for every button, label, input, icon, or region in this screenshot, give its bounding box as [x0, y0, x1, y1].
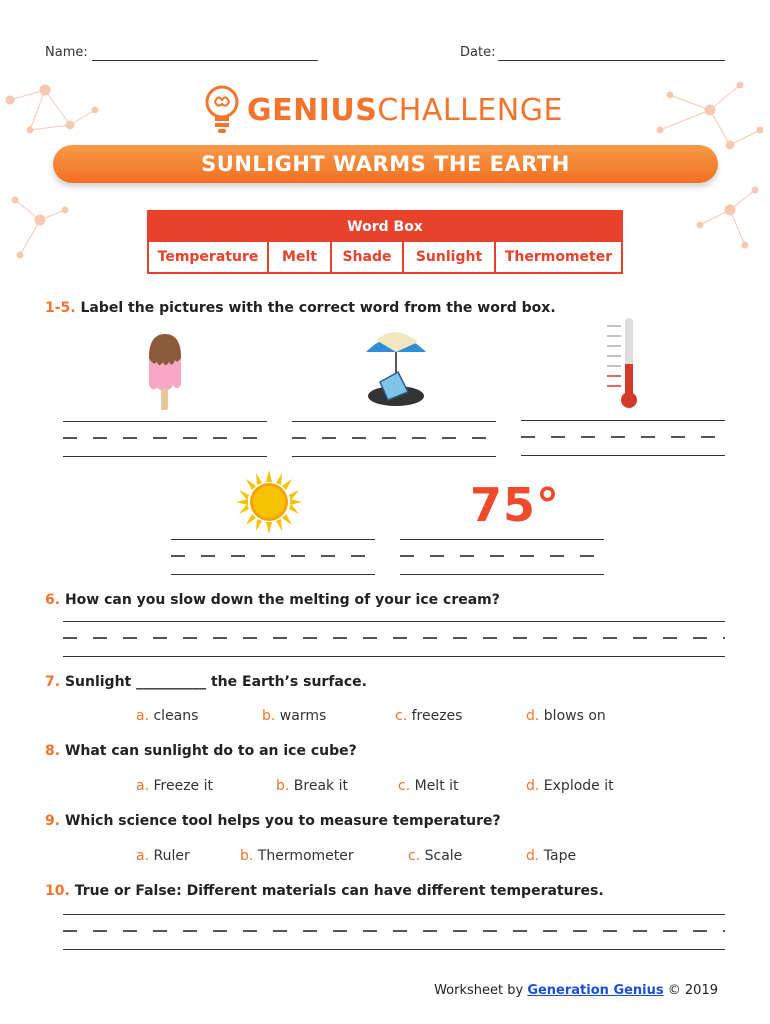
beach-umbrella-shade-image	[362, 330, 430, 410]
name-label: Name:	[45, 45, 88, 60]
answer-6-top-line[interactable]	[63, 621, 725, 622]
question-number: 6.	[45, 592, 61, 608]
question-text: True or False: Different materials can have different temperatures.	[74, 883, 604, 899]
option-letter: c.	[408, 848, 421, 864]
thermometer-image	[605, 316, 645, 410]
q8-option-c[interactable]	[398, 778, 459, 794]
question-1-5	[45, 300, 556, 316]
melting-ice-cream-image	[143, 330, 188, 412]
answer-2-bottom-line	[292, 456, 496, 457]
date-label: Date:	[460, 45, 496, 60]
footer-copyright: © 2019	[667, 983, 718, 998]
option-text: Thermometer	[257, 848, 354, 864]
question-6	[45, 592, 500, 608]
answer-4-bottom-line	[171, 574, 375, 575]
question-text-before: Sunlight	[64, 674, 132, 690]
option-text: Tape	[543, 848, 577, 864]
sun-image	[236, 470, 302, 534]
logo-challenge: CHALLENGE	[377, 92, 563, 128]
q7-option-b[interactable]	[262, 708, 326, 724]
option-letter: c.	[398, 778, 411, 794]
option-text: Ruler	[153, 848, 190, 864]
logo-genius: GENIUS	[247, 92, 378, 128]
word-box-title: Word Box	[149, 212, 621, 242]
q9-option-c[interactable]	[408, 848, 462, 864]
answer-4-top-line[interactable]	[171, 539, 375, 540]
option-letter: a.	[136, 708, 150, 724]
question-blank: __________	[136, 674, 207, 690]
option-text: Melt it	[414, 778, 459, 794]
word-shade: Shade	[332, 242, 404, 272]
q8-option-b[interactable]	[276, 778, 348, 794]
word-sunlight: Sunlight	[404, 242, 496, 272]
genius-challenge-logo	[205, 84, 563, 136]
title-banner	[53, 145, 718, 183]
q9-option-b[interactable]	[240, 848, 354, 864]
question-number: 10.	[45, 883, 70, 899]
question-number: 8.	[45, 743, 61, 759]
answer-10-bottom-line	[63, 949, 725, 950]
question-text-after: the Earth’s surface.	[210, 674, 367, 690]
answer-4-mid-line	[171, 555, 375, 557]
q8-option-a[interactable]	[136, 778, 213, 794]
q7-option-d[interactable]	[526, 708, 606, 724]
answer-6-bottom-line	[63, 656, 725, 657]
question-text: What can sunlight do to an ice cube?	[64, 743, 357, 759]
answer-1-bottom-line	[63, 456, 267, 457]
option-text: cleans	[153, 708, 199, 724]
option-text: Scale	[424, 848, 463, 864]
answer-5-top-line[interactable]	[400, 539, 604, 540]
question-number: 9.	[45, 813, 61, 829]
question-8	[45, 743, 357, 759]
word-temperature: Temperature	[149, 242, 269, 272]
question-text: Label the pictures with the correct word from the word box.	[80, 300, 556, 316]
question-text: Which science tool helps you to measure temperature?	[64, 813, 501, 829]
word-box	[147, 210, 623, 274]
option-letter: c.	[395, 708, 408, 724]
footer-credit	[434, 983, 718, 998]
option-letter: d.	[526, 708, 540, 724]
option-text: Freeze it	[153, 778, 213, 794]
answer-1-top-line[interactable]	[63, 421, 267, 422]
option-letter: b.	[240, 848, 254, 864]
answer-2-mid-line	[292, 437, 496, 439]
page-title: SUNLIGHT WARMS THE EARTH	[201, 152, 570, 176]
option-text: blows on	[543, 708, 606, 724]
answer-2-top-line[interactable]	[292, 421, 496, 422]
name-field[interactable]	[92, 60, 318, 61]
option-letter: d.	[526, 848, 540, 864]
answer-3-mid-line	[521, 436, 725, 438]
option-text: warms	[279, 708, 327, 724]
lightbulb-brain-icon	[205, 84, 239, 136]
option-letter: b.	[262, 708, 276, 724]
q7-option-c[interactable]	[395, 708, 462, 724]
option-text: Break it	[293, 778, 348, 794]
option-letter: d.	[526, 778, 540, 794]
date-field[interactable]	[498, 60, 725, 61]
option-text: freezes	[411, 708, 463, 724]
q8-option-d[interactable]	[526, 778, 614, 794]
question-10	[45, 883, 604, 899]
q9-option-a[interactable]	[136, 848, 190, 864]
answer-10-top-line[interactable]	[63, 914, 725, 915]
answer-3-top-line[interactable]	[521, 420, 725, 421]
option-letter: a.	[136, 848, 150, 864]
question-number: 1-5.	[45, 300, 76, 316]
generation-genius-link[interactable]: Generation Genius	[527, 983, 664, 998]
question-text: How can you slow down the melting of your ice cream?	[64, 592, 500, 608]
answer-3-bottom-line	[521, 455, 725, 456]
q9-option-d[interactable]	[526, 848, 576, 864]
option-letter: a.	[136, 778, 150, 794]
answer-5-mid-line	[400, 555, 604, 557]
question-number: 7.	[45, 674, 61, 690]
option-letter: b.	[276, 778, 290, 794]
answer-10-mid-line	[63, 930, 725, 932]
word-thermometer: Thermometer	[504, 249, 613, 265]
answer-6-mid-line	[63, 637, 725, 639]
word-melt: Melt	[269, 242, 332, 272]
answer-1-mid-line	[63, 437, 267, 439]
temperature-75-image: 75°	[470, 478, 561, 532]
question-7	[45, 674, 367, 690]
option-text: Explode it	[543, 778, 614, 794]
footer-prefix: Worksheet by	[434, 983, 524, 998]
q7-option-a[interactable]	[136, 708, 198, 724]
question-9	[45, 813, 501, 829]
answer-5-bottom-line	[400, 574, 604, 575]
